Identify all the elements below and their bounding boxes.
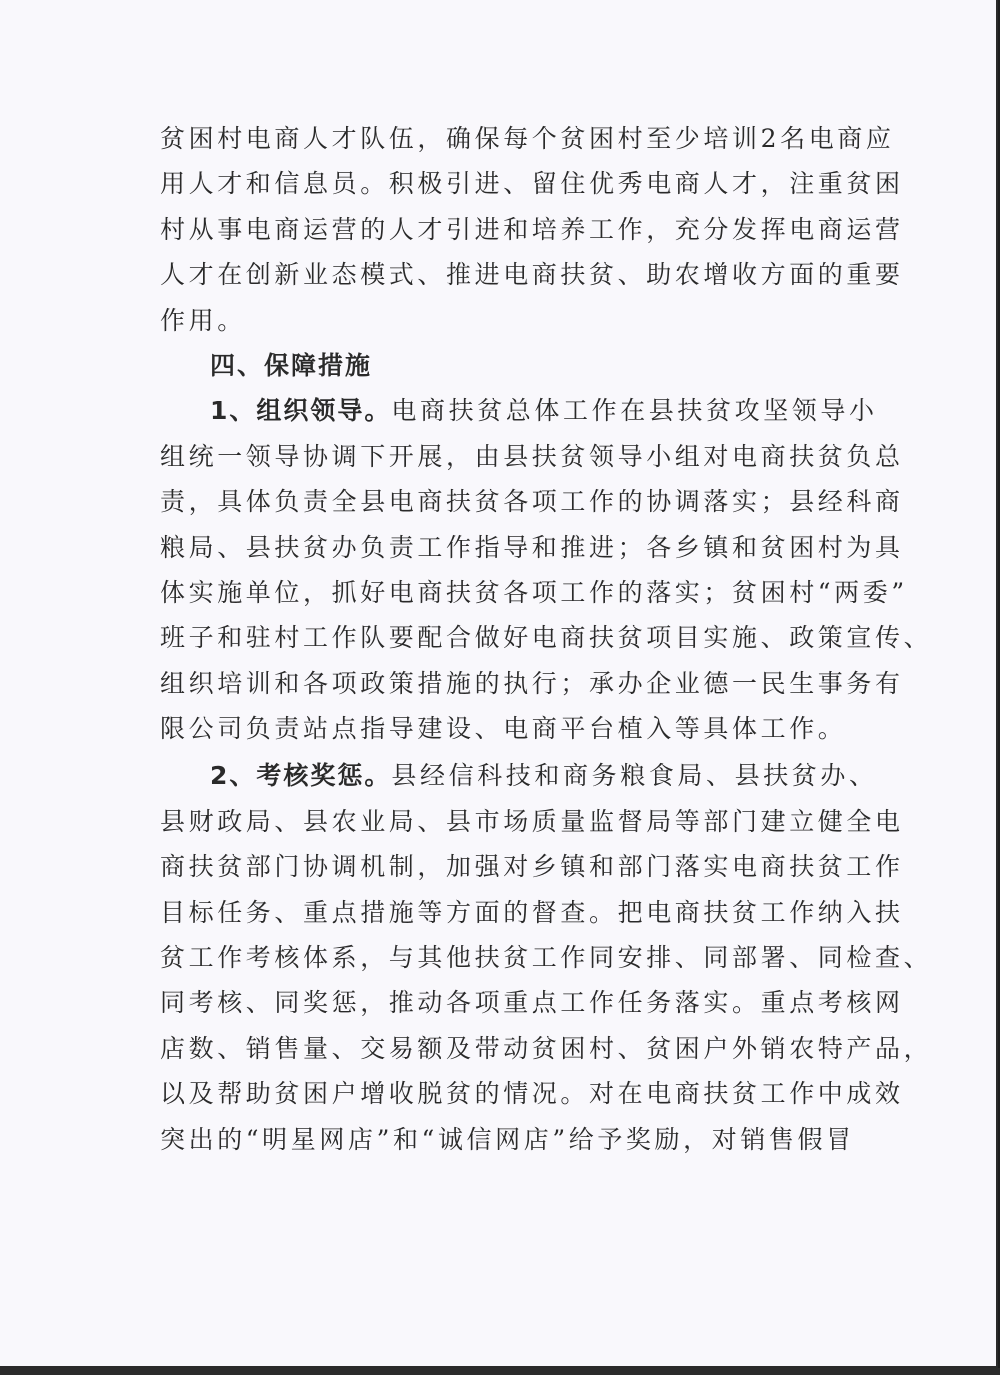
text-line: 体实施单位，抓好电商扶贫各项工作的落实；贫困村“两委” xyxy=(160,577,908,607)
item1-first-line xyxy=(160,388,878,433)
item1-first-line-rest: 电商扶贫总体工作在县扶贫攻坚领导小 xyxy=(391,396,878,426)
text-line: 粮局、县扶贫办负责工作指导和推进；各乡镇和贫困村为具 xyxy=(160,532,904,562)
text-line: 贫困村电商人才队伍，确保每个贫困村至少培训2名电商应 xyxy=(160,124,895,153)
item2-title: 2、考核奖惩。 xyxy=(210,761,392,791)
text-line: 班子和驻村工作队要配合做好电商扶贫项目实施、政策宣传、 xyxy=(160,623,933,653)
item1-title: 1、组织领导。 xyxy=(210,396,392,426)
text-line: 同考核、同奖惩，推动各项重点工作任务落实。重点考核网 xyxy=(160,988,904,1018)
text-line: 责，具体负责全县电商扶贫各项工作的协调落实；县经科商 xyxy=(160,487,904,517)
text-line: 村从事电商运营的人才引进和培养工作，充分发挥电商运营 xyxy=(160,214,904,244)
section-heading: 四、保障措施 xyxy=(210,350,373,380)
text-line: 目标任务、重点措施等方面的督查。把电商扶贫工作纳入扶 xyxy=(160,897,904,927)
text-line: 县财政局、县农业局、县市场质量监督局等部门建立健全电 xyxy=(160,806,904,836)
scan-edge-bottom xyxy=(0,1368,1000,1375)
body-text xyxy=(160,116,933,1162)
item2-first-line-rest: 县经信科技和商务粮食局、县扶贫办、 xyxy=(391,761,878,791)
item2-first-line xyxy=(160,753,878,798)
text-line: 组统一领导协调下开展，由县扶贫领导小组对电商扶贫负总 xyxy=(160,441,904,471)
text-line: 贫工作考核体系，与其他扶贫工作同安排、同部署、同检查、 xyxy=(160,943,933,973)
text-line: 作用。 xyxy=(160,305,246,335)
text-line: 店数、销售量、交易额及带动贫困村、贫困户外销农特产品， xyxy=(160,1033,933,1063)
text-line: 以及帮助贫困户增收脱贫的情况。对在电商扶贫工作中成效 xyxy=(160,1079,904,1109)
text-line: 人才在创新业态模式、推进电商扶贫、助农增收方面的重要 xyxy=(160,260,904,290)
text-line: 限公司负责站点指导建设、电商平台植入等具体工作。 xyxy=(160,714,847,744)
text-line: 组织培训和各项政策措施的执行；承办企业德一民生事务有 xyxy=(160,668,904,698)
text-line: 突出的“明星网店”和“诚信网店”给予奖励，对销售假冒 xyxy=(160,1124,855,1154)
text-line: 用人才和信息员。积极引进、留住优秀电商人才，注重贫困 xyxy=(160,169,904,199)
text-line: 商扶贫部门协调机制，加强对乡镇和部门落实电商扶贫工作 xyxy=(160,852,904,882)
